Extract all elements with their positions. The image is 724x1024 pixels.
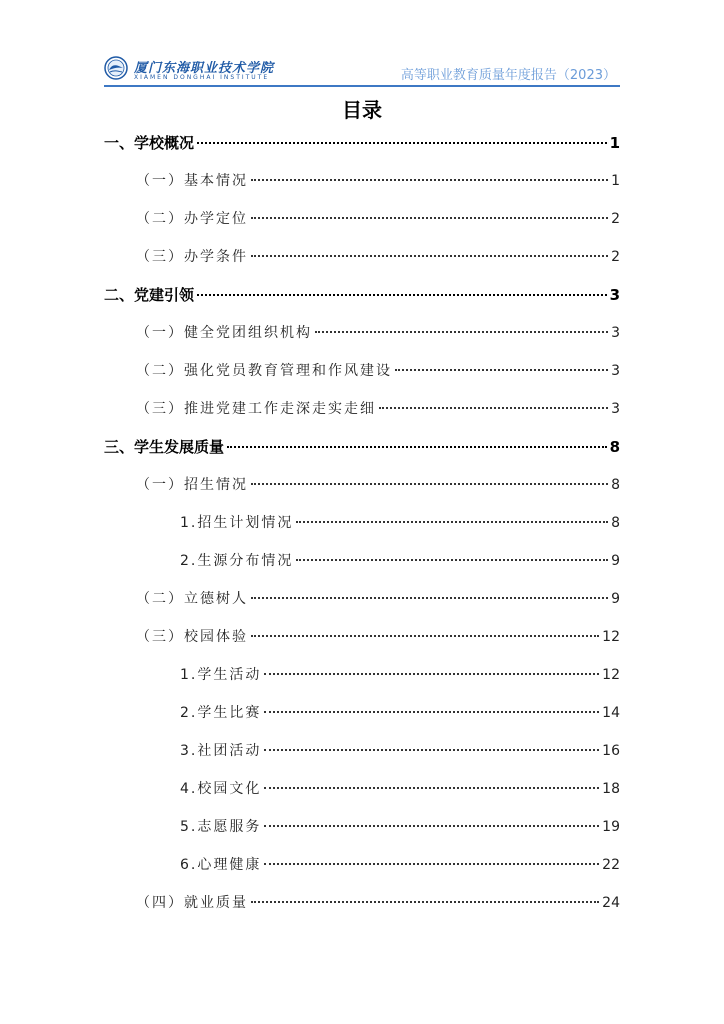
toc-entry-page: 3 (611, 363, 620, 379)
toc-entry-label: （一）健全党团组织机构 (136, 325, 312, 341)
toc-entry-label: （二）立德树人 (136, 591, 248, 607)
dot-leader (264, 672, 599, 675)
toc-entry[interactable] (104, 854, 620, 880)
dot-leader (296, 558, 608, 561)
toc-entry-page: 24 (602, 895, 620, 911)
toc-entry-page: 12 (602, 667, 620, 683)
school-logo-text: 厦门东海职业技术学院 (134, 61, 275, 76)
toc-entry-page: 1 (609, 134, 620, 152)
school-logo-english: XIAMEN DONGHAI INSTITUTE (134, 74, 270, 81)
toc-entry-label: 2.学生比赛 (180, 705, 262, 721)
toc-entry[interactable] (104, 588, 620, 614)
toc-entry[interactable] (104, 892, 620, 918)
toc-entry[interactable] (104, 664, 620, 690)
dot-leader (379, 406, 608, 409)
toc-entry-page: 3 (611, 401, 620, 417)
dot-leader (264, 748, 599, 751)
dot-leader (264, 824, 599, 827)
dot-leader (395, 368, 608, 371)
toc-entry-label: （三）校园体验 (136, 629, 248, 645)
toc-entry[interactable] (104, 132, 620, 158)
toc-entry-page: 9 (611, 553, 620, 569)
toc-entry-label: 2.生源分布情况 (180, 553, 294, 569)
toc-entry[interactable] (104, 322, 620, 348)
toc-entry-label: （三）办学条件 (136, 249, 248, 265)
toc-entry-label: 6.心理健康 (180, 857, 262, 873)
dot-leader (251, 482, 608, 485)
toc-entry-label: 三、学生发展质量 (104, 438, 225, 456)
toc-entry-page: 8 (611, 515, 620, 531)
toc-entry-page: 9 (611, 591, 620, 607)
school-emblem-icon (104, 56, 128, 80)
toc-entry-page: 22 (602, 857, 620, 873)
toc-heading: 目录 (342, 98, 382, 122)
toc-entry-page: 14 (602, 705, 620, 721)
toc-entry[interactable] (104, 550, 620, 576)
toc-entry-label: 3.社团活动 (180, 743, 262, 759)
toc-entry-label: 1.招生计划情况 (180, 515, 294, 531)
page-header (104, 56, 620, 86)
toc-entry-label: （二）强化党员教育管理和作风建设 (136, 363, 392, 379)
toc-entry[interactable] (104, 284, 620, 310)
toc-entry-label: 一、学校概况 (104, 134, 195, 152)
toc-entry-page: 3 (609, 286, 620, 304)
dot-leader (251, 596, 608, 599)
toc-entry[interactable] (104, 208, 620, 234)
dot-leader (251, 900, 599, 903)
toc-entry[interactable] (104, 512, 620, 538)
toc-entry[interactable] (104, 702, 620, 728)
toc-entry-label: （四）就业质量 (136, 895, 248, 911)
dot-leader (251, 178, 608, 181)
toc-entry[interactable] (104, 740, 620, 766)
toc-entry-page: 19 (602, 819, 620, 835)
dot-leader (227, 445, 607, 448)
toc-entry[interactable] (104, 398, 620, 424)
toc-entry-page: 1 (611, 173, 620, 189)
toc-entry[interactable] (104, 474, 620, 500)
dot-leader (251, 216, 608, 219)
toc-entry[interactable] (104, 626, 620, 652)
dot-leader (264, 786, 599, 789)
toc-entry-page: 8 (611, 477, 620, 493)
toc-entry-label: （一）招生情况 (136, 477, 248, 493)
toc-entry-label: 4.校园文化 (180, 781, 262, 797)
toc-entry[interactable] (104, 778, 620, 804)
dot-leader (251, 254, 608, 257)
toc-entry-label: （二）办学定位 (136, 211, 248, 227)
dot-leader (264, 862, 599, 865)
toc-entry-page: 2 (611, 211, 620, 227)
dot-leader (296, 520, 608, 523)
toc-entry-label: 1.学生活动 (180, 667, 262, 683)
header-divider (104, 85, 620, 87)
toc-entry-label: 5.志愿服务 (180, 819, 262, 835)
toc-entry-page: 18 (602, 781, 620, 797)
toc-entry[interactable] (104, 436, 620, 462)
toc-entry-page: 2 (611, 249, 620, 265)
toc-entry[interactable] (104, 170, 620, 196)
report-title: 高等职业教育质量年度报告（2023） (400, 68, 616, 83)
dot-leader (197, 293, 607, 296)
toc-entry[interactable] (104, 816, 620, 842)
toc-entry-page: 16 (602, 743, 620, 759)
dot-leader (197, 141, 607, 144)
toc-entry-label: （三）推进党建工作走深走实走细 (136, 401, 376, 417)
toc-entry[interactable] (104, 360, 620, 386)
toc-entry-label: （一）基本情况 (136, 173, 248, 189)
toc-entry-page: 8 (609, 438, 620, 456)
dot-leader (315, 330, 608, 333)
toc-entry-page: 3 (611, 325, 620, 341)
toc-entry-label: 二、党建引领 (104, 286, 195, 304)
dot-leader (264, 710, 599, 713)
toc-entry-page: 12 (602, 629, 620, 645)
toc-entry[interactable] (104, 246, 620, 272)
dot-leader (251, 634, 599, 637)
